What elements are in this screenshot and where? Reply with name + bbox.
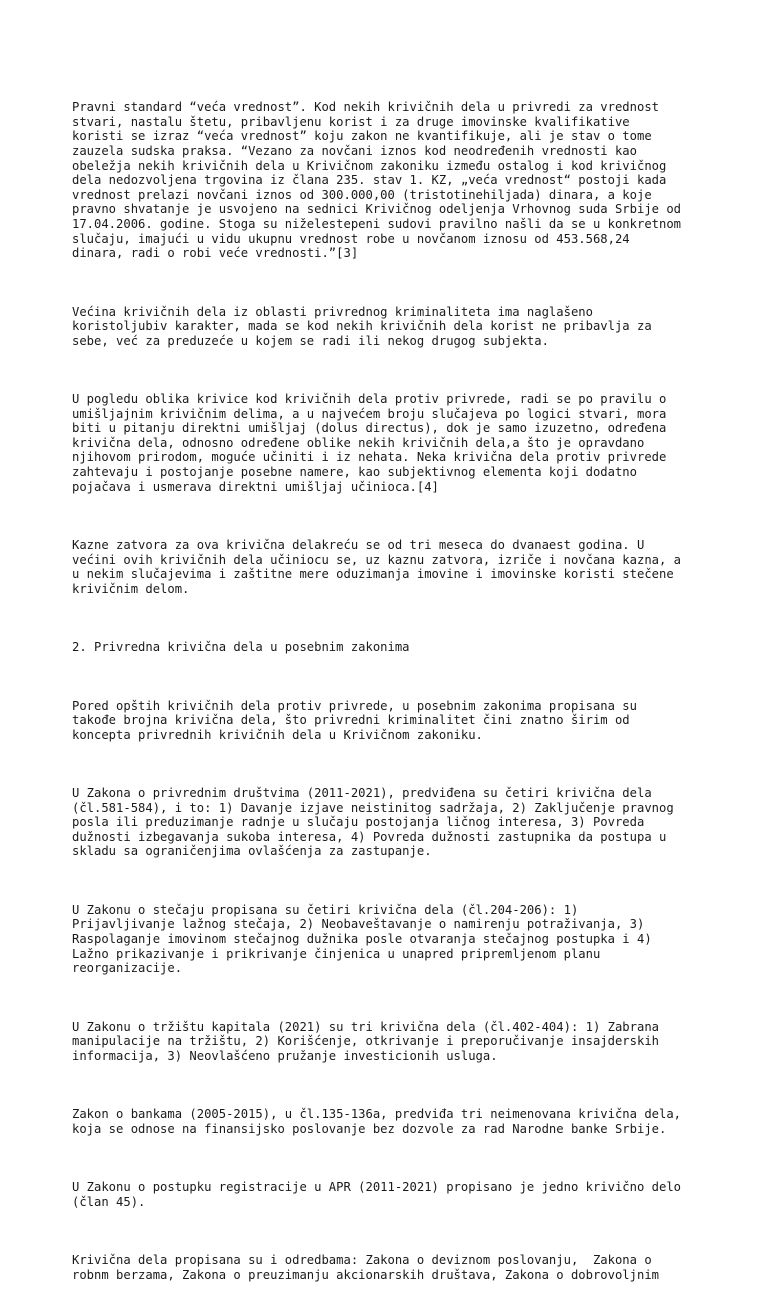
paragraph-trziste-kapitala: U Zakonu o tržištu kapitala (2021) su tri krivična dela (čl.402-404): 1) Zabrana manipulacije na tržištu, 2) Korišćenje, otkrivanje i preporučivanje insajderskih informacija, 3) Neovlašćeno pružanje investicionih usluga. <box>72 1019 659 1063</box>
paragraph-apr: U Zakonu o postupku registracije u APR (2011-2021) propisano je jedno krivično delo (član 45). <box>72 1180 682 1209</box>
document-page <box>72 71 712 1282</box>
paragraph-kazne-zatvora: Kazne zatvora za ova krivična delakreću se od tri meseca do dvanaest godina. U većini ovih krivičnih dela učiniocu se, uz kaznu zatvora, izriče i novčana kazna, a u nekim slučajevima i zaštitne mere oduzimanja imovine i imovinske koristi stečene krivičnim delom. <box>72 538 682 596</box>
paragraph-privredna-drustva: U Zakona o privrednim društvima (2011-2021), predviđena su četiri krivična dela (čl.581-584), i to: 1) Davanje izjave neistinitog sadržaja, 2) Zaključenje pravnog posla ili preduzimanje radnje u slučaju postojanja ličnog interesa, 3) Povreda dužnosti izbegavanja sukoba interesa, 4) Povreda dužnosti zastupnika da postupa u skladu sa ograničenjima ovlašćenja za zastupanje. <box>72 786 674 859</box>
paragraph-banke: Zakon o bankama (2005-2015), u čl.135-136a, predviđa tri neimenovana krivična dela, koja se odnose na finansijsko poslovanje bez dozvole za rad Narodne banke Srbije. <box>72 1107 682 1136</box>
paragraph-stecaj: U Zakonu o stečaju propisana su četiri krivična dela (čl.204-206): 1) Prijavljivanje lažnog stečaja, 2) Neobaveštavanje o namirenju potraživanja, 3) Raspolaganje imovinom stečajnog dužnika posle otvaranja stečajnog postupka i 4) Lažno prikazivanje i prikrivanje činjenica u unapred pripremljenom planu reorganizacije. <box>72 902 652 976</box>
paragraph-koristoljubiv-karakter: Većina krivičnih dela iz oblasti privrednog kriminaliteta ima naglašeno koristoljubiv karakter, mada se kod nekih krivičnih dela korist ne pribavlja za sebe, već za preduzeće u kojem se radi ili nekog drugog subjekta. <box>72 304 652 348</box>
section-heading-posebni-zakoni: 2. Privredna krivična dela u posebnim zakonima <box>72 640 410 655</box>
paragraph-ostali-zakoni: Krivična dela propisana su i odredbama: Zakona o deviznom poslovanju, Zakona o robnm berzama, Zakona o preuzimanju akcionarskih društava, Zakona o dobrovoljnim <box>72 1253 659 1282</box>
paragraph-veca-vrednost: Pravni standard “veća vrednost”. Kod nekih krivičnih dela u privredi za vrednost stvari, nastalu štetu, pribavljenu korist i za druge imovinske kvalifikative koristi se izraz “veća vrednost” koju zakon ne kvantifikuje, ali je stav o tome zauzela sudska praksa. “Vezano za novčani iznos kod neodređenih vrednosti kao obeležja nekih krivičnih dela u Krivičnom zakoniku između ostalog i kod krivičnog dela nedozvoljena trgovina iz člana 235. stav 1. KZ, „veća vrednost“ postoji kada vrednost prelazi novčani iznos od 300.000,00 (tristotinehiljada) dinara, a koje pravno shvatanje je usvojeno na sednici Krivičnog odeljenja Vrhovnog suda Srbije od 17.04.2006. godine. Stoga su niželestepeni sudovi pravilno našli da se u konkretnom slučaju, imajući u vidu ukupnu vrednost robe u novčanom iznosu od 453.568,24 dinara, radi o robi veće vrednosti.”[3] <box>72 100 682 261</box>
paragraph-oblik-krivice: U pogledu oblika krivice kod krivičnih dela protiv privrede, radi se po pravilu o umišljajnim krivičnim delima, a u najvećem broju slučajeva po logici stvari, mora biti u pitanju direktni umišljaj (dolus directus), dok je samo izuzetno, određena krivična dela, odnosno određene oblike nekih krivičnih dela,a što je opravdano njihovom prirodom, moguće učiniti i iz nehata. Neka krivična dela protiv privrede zahtevaju i postojanje posebne namere, kao subjektivnog elementa koji dodatno pojačava i usmerava direktni umišljaj učinioca.[4] <box>72 392 667 494</box>
paragraph-pored-opstih: Pored opštih krivičnih dela protiv privrede, u posebnim zakonima propisana su takođe brojna krivična dela, što privredni kriminalitet čini znatno širim od koncepta privrednih krivičnih dela u Krivičnom zakoniku. <box>72 698 637 742</box>
